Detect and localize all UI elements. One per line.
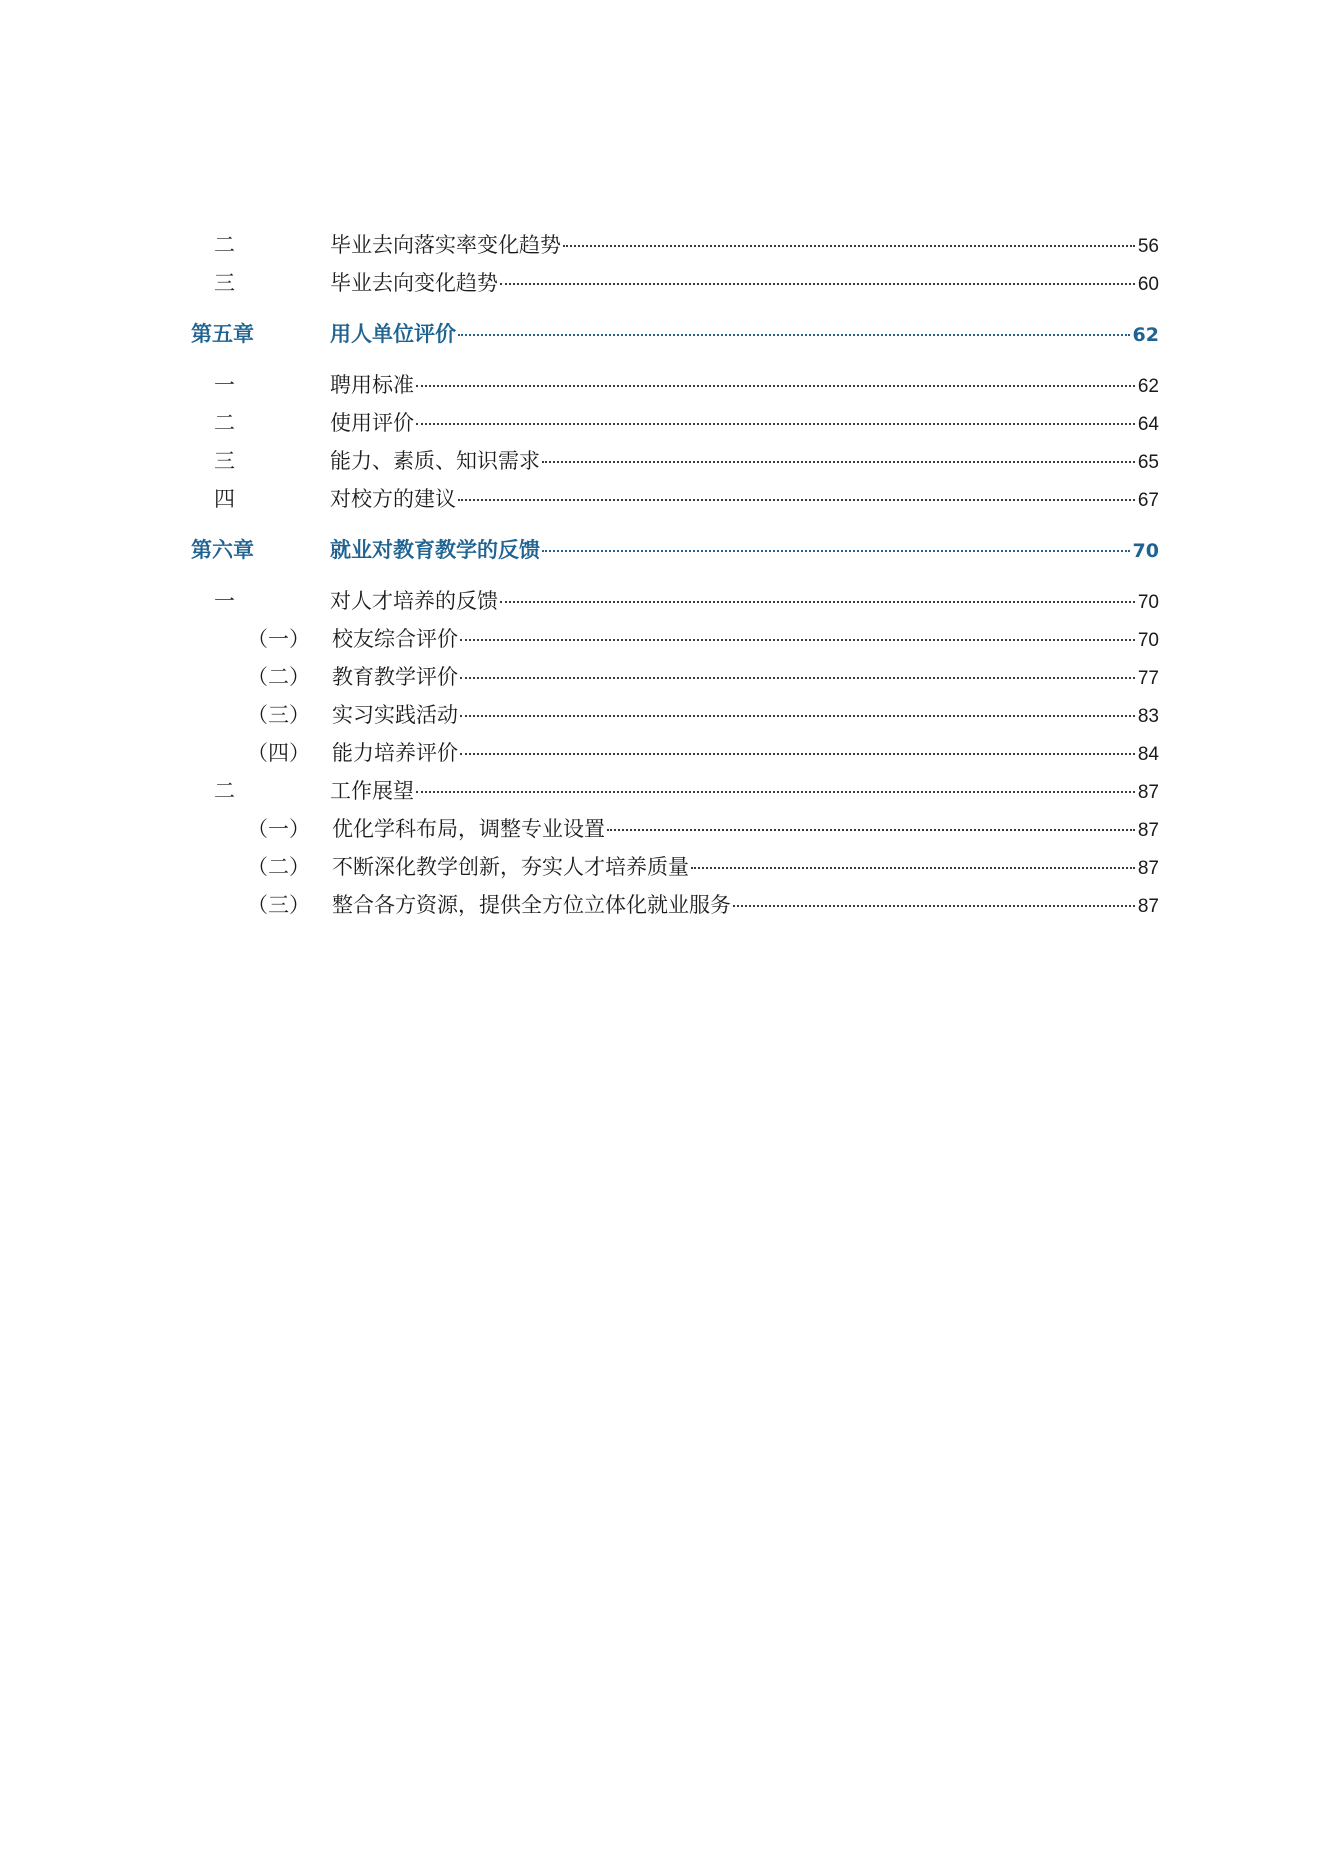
dot-leader: [500, 601, 1135, 603]
toc-entry[interactable]: [0, 408, 1323, 438]
dot-leader: [460, 639, 1135, 641]
toc-entry[interactable]: [0, 484, 1323, 514]
toc-entry-title: 整合各方资源，提供全方位立体化就业服务: [332, 893, 731, 917]
toc-entry-page: 62: [1137, 376, 1159, 397]
toc-entry-number: 一: [214, 589, 235, 613]
toc-entry-number: （二）: [247, 855, 310, 879]
toc-chapter-number: 第五章: [191, 322, 254, 346]
toc-entry[interactable]: [0, 268, 1323, 298]
toc-entry-title: 能力、素质、知识需求: [330, 449, 540, 473]
dot-leader: [500, 283, 1135, 285]
dot-leader: [416, 385, 1135, 387]
toc-entry-page: 87: [1137, 858, 1159, 879]
toc-entry-page: 67: [1137, 490, 1159, 511]
toc-entry[interactable]: [0, 814, 1323, 844]
toc-entry[interactable]: [0, 738, 1323, 768]
toc-entry-page: 87: [1137, 896, 1159, 917]
toc-entry-title: 对校方的建议: [330, 487, 456, 511]
toc-chapter-title: 用人单位评价: [330, 322, 456, 346]
dot-leader: [460, 715, 1135, 717]
toc-entry[interactable]: [0, 890, 1323, 920]
toc-entry[interactable]: [0, 624, 1323, 654]
toc-entry-number: 四: [214, 487, 235, 511]
toc-entry-number: （三）: [247, 703, 310, 727]
toc-entry-title: 能力培养评价: [332, 741, 458, 765]
toc-entry-leader: [330, 776, 1159, 808]
toc-entry-leader: [330, 268, 1159, 300]
toc-entry-title: 毕业去向变化趋势: [330, 271, 498, 295]
toc-entry[interactable]: [0, 586, 1323, 616]
toc-entry-number: 三: [214, 271, 235, 295]
toc-entry[interactable]: [0, 370, 1323, 400]
toc-entry-number: （一）: [247, 627, 310, 651]
toc-entry-number: （四）: [247, 741, 310, 765]
toc-entry-title: 聘用标准: [330, 373, 414, 397]
toc-entry-number: （三）: [247, 893, 310, 917]
toc-entry-number: 二: [214, 233, 235, 257]
dot-leader: [460, 753, 1135, 755]
toc-entry-number: 二: [214, 779, 235, 803]
dot-leader: [542, 550, 1130, 552]
toc-entry-leader: [332, 662, 1159, 694]
toc-entry-leader: [332, 852, 1159, 884]
toc-entry-number: 三: [214, 449, 235, 473]
dot-leader: [563, 245, 1135, 247]
toc-entry-title: 实习实践活动: [332, 703, 458, 727]
dot-leader: [458, 499, 1135, 501]
toc-entry[interactable]: [0, 852, 1323, 882]
toc-entry-leader: [332, 814, 1159, 846]
toc-entry-leader: [330, 319, 1159, 350]
toc-entry-title: 教育教学评价: [332, 665, 458, 689]
toc-entry[interactable]: [0, 662, 1323, 692]
toc-entry-number: （二）: [247, 665, 310, 689]
toc-chapter-number: 第六章: [191, 538, 254, 562]
toc-entry-page: 70: [1137, 630, 1159, 651]
dot-leader: [733, 905, 1135, 907]
toc-entry-leader: [332, 700, 1159, 732]
dot-leader: [460, 677, 1135, 679]
dot-leader: [691, 867, 1135, 869]
dot-leader: [416, 423, 1135, 425]
toc-entry-leader: [332, 890, 1159, 922]
toc-entry-leader: [330, 484, 1159, 516]
toc-entry-leader: [330, 586, 1159, 618]
toc-entry-title: 优化学科布局，调整专业设置: [332, 817, 605, 841]
dot-leader: [458, 334, 1130, 336]
toc-entry-title: 工作展望: [330, 779, 414, 803]
toc-entry-title: 对人才培养的反馈: [330, 589, 498, 613]
toc-entry[interactable]: [0, 700, 1323, 730]
toc-entry-title: 毕业去向落实率变化趋势: [330, 233, 561, 257]
dot-leader: [542, 461, 1135, 463]
toc-entry-leader: [332, 738, 1159, 770]
toc-entry-title: 使用评价: [330, 411, 414, 435]
toc-entry-leader: [330, 535, 1159, 566]
toc-entry-page: 65: [1137, 452, 1159, 473]
toc-entry-page: 70: [1137, 592, 1159, 613]
toc-entry-title: 校友综合评价: [332, 627, 458, 651]
toc-entry-page: 87: [1137, 782, 1159, 803]
toc-entry[interactable]: [0, 776, 1323, 806]
toc-entry-page: 56: [1137, 236, 1159, 257]
toc-entry-leader: [330, 370, 1159, 402]
toc-entry-page: 83: [1137, 706, 1159, 727]
toc-entry[interactable]: [0, 446, 1323, 476]
toc-entry-page: 87: [1137, 820, 1159, 841]
toc-entry-number: 二: [214, 411, 235, 435]
toc-chapter-page: 62: [1132, 324, 1159, 346]
toc-entry-number: （一）: [247, 817, 310, 841]
toc-entry-leader: [330, 408, 1159, 440]
toc-entry-title: 不断深化教学创新，夯实人才培养质量: [332, 855, 689, 879]
toc-chapter-entry[interactable]: [0, 535, 1323, 565]
toc-entry-page: 77: [1137, 668, 1159, 689]
dot-leader: [607, 829, 1135, 831]
toc-entry[interactable]: [0, 230, 1323, 260]
toc-entry-page: 60: [1137, 274, 1159, 295]
toc-entry-leader: [330, 446, 1159, 478]
toc-chapter-page: 70: [1132, 540, 1159, 562]
toc-chapter-entry[interactable]: [0, 319, 1323, 349]
toc-entry-number: 一: [214, 373, 235, 397]
dot-leader: [416, 791, 1135, 793]
toc-entry-leader: [330, 230, 1159, 262]
toc-entry-page: 84: [1137, 744, 1159, 765]
toc-chapter-title: 就业对教育教学的反馈: [330, 538, 540, 562]
toc-entry-leader: [332, 624, 1159, 656]
toc-entry-page: 64: [1137, 414, 1159, 435]
